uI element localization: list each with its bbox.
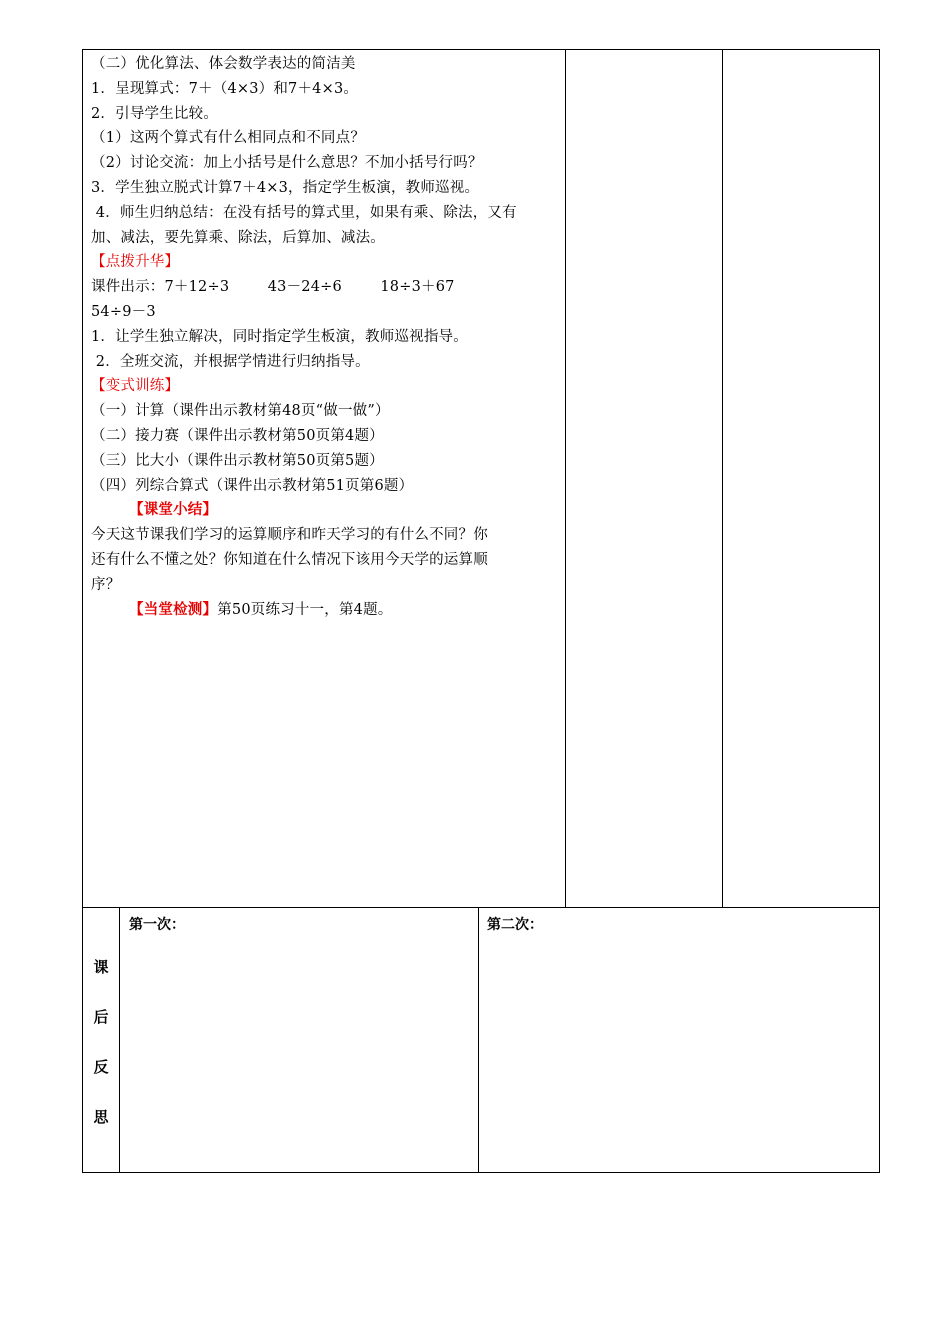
section-title-bianshi: 【变式训练】	[91, 378, 180, 395]
label-char: 反	[93, 1058, 109, 1076]
check-text: 第50页练习十一，第4题。	[217, 601, 393, 618]
section-heading: （二）优化算法、体会数学表达的简洁美	[91, 56, 356, 72]
step-line: 3．学生独立脱式计算7＋4×3，指定学生板演，教师巡视。	[91, 179, 480, 196]
step-line: 2．全班交流，并根据学情进行归纳指导。	[91, 353, 370, 370]
first-reflection-label: 第一次：	[129, 917, 185, 933]
summary-line: 今天这节课我们学习的运算顺序和昨天学习的有什么不同？你	[91, 527, 488, 544]
step-line: 1．呈现算式：7＋（4×3）和7＋4×3。	[91, 80, 359, 97]
training-item: （三）比大小（课件出示教材第50页第5题）	[91, 452, 384, 469]
section-title-dianbo: 【点拨升华】	[91, 254, 180, 271]
exercise-line: 54÷9－3	[91, 303, 156, 320]
exercise-line: 课件出示：7＋12÷3 43－24÷6 18÷3＋67	[91, 279, 455, 296]
lesson-content	[91, 52, 563, 622]
question-line: （2）讨论交流：加上小括号是什么意思？不加小括号行吗？	[91, 155, 483, 172]
summary-line: 还有什么不懂之处？你知道在什么情况下该用今天学的运算顺	[91, 551, 488, 568]
reflection-table	[82, 907, 880, 1173]
second-reflection-label: 第二次：	[487, 917, 543, 933]
training-item: （四）列综合算式（课件出示教材第51页第6题）	[91, 477, 414, 494]
step-line: 4．师生归纳总结：在没有括号的算式里，如果有乘、除法，又有	[91, 204, 517, 221]
section-title-xiaojie: 【课堂小结】	[129, 502, 218, 519]
label-char: 课	[93, 958, 109, 976]
lesson-table	[82, 49, 880, 908]
check-line	[91, 598, 563, 623]
step-line: 2．引导学生比较。	[91, 105, 219, 122]
reflection-label	[83, 908, 119, 1172]
label-char: 后	[93, 1008, 109, 1026]
column-divider	[119, 908, 120, 1172]
column-divider	[565, 50, 566, 907]
summary-line: 序？	[91, 576, 121, 593]
question-line: （1）这两个算式有什么相同点和不同点？	[91, 130, 366, 147]
section-title-jiance: 【当堂检测】	[129, 601, 218, 618]
step-line: 1．让学生独立解决，同时指定学生板演，教师巡视指导。	[91, 328, 468, 345]
training-item: （一）计算（课件出示教材第48页“做一做”）	[91, 403, 390, 420]
step-line: 加、减法，要先算乘、除法，后算加、减法。	[91, 229, 385, 246]
column-divider	[722, 50, 723, 907]
column-divider	[478, 908, 479, 1172]
label-char: 思	[93, 1108, 109, 1126]
training-item: （二）接力赛（课件出示教材第50页第4题）	[91, 427, 384, 444]
